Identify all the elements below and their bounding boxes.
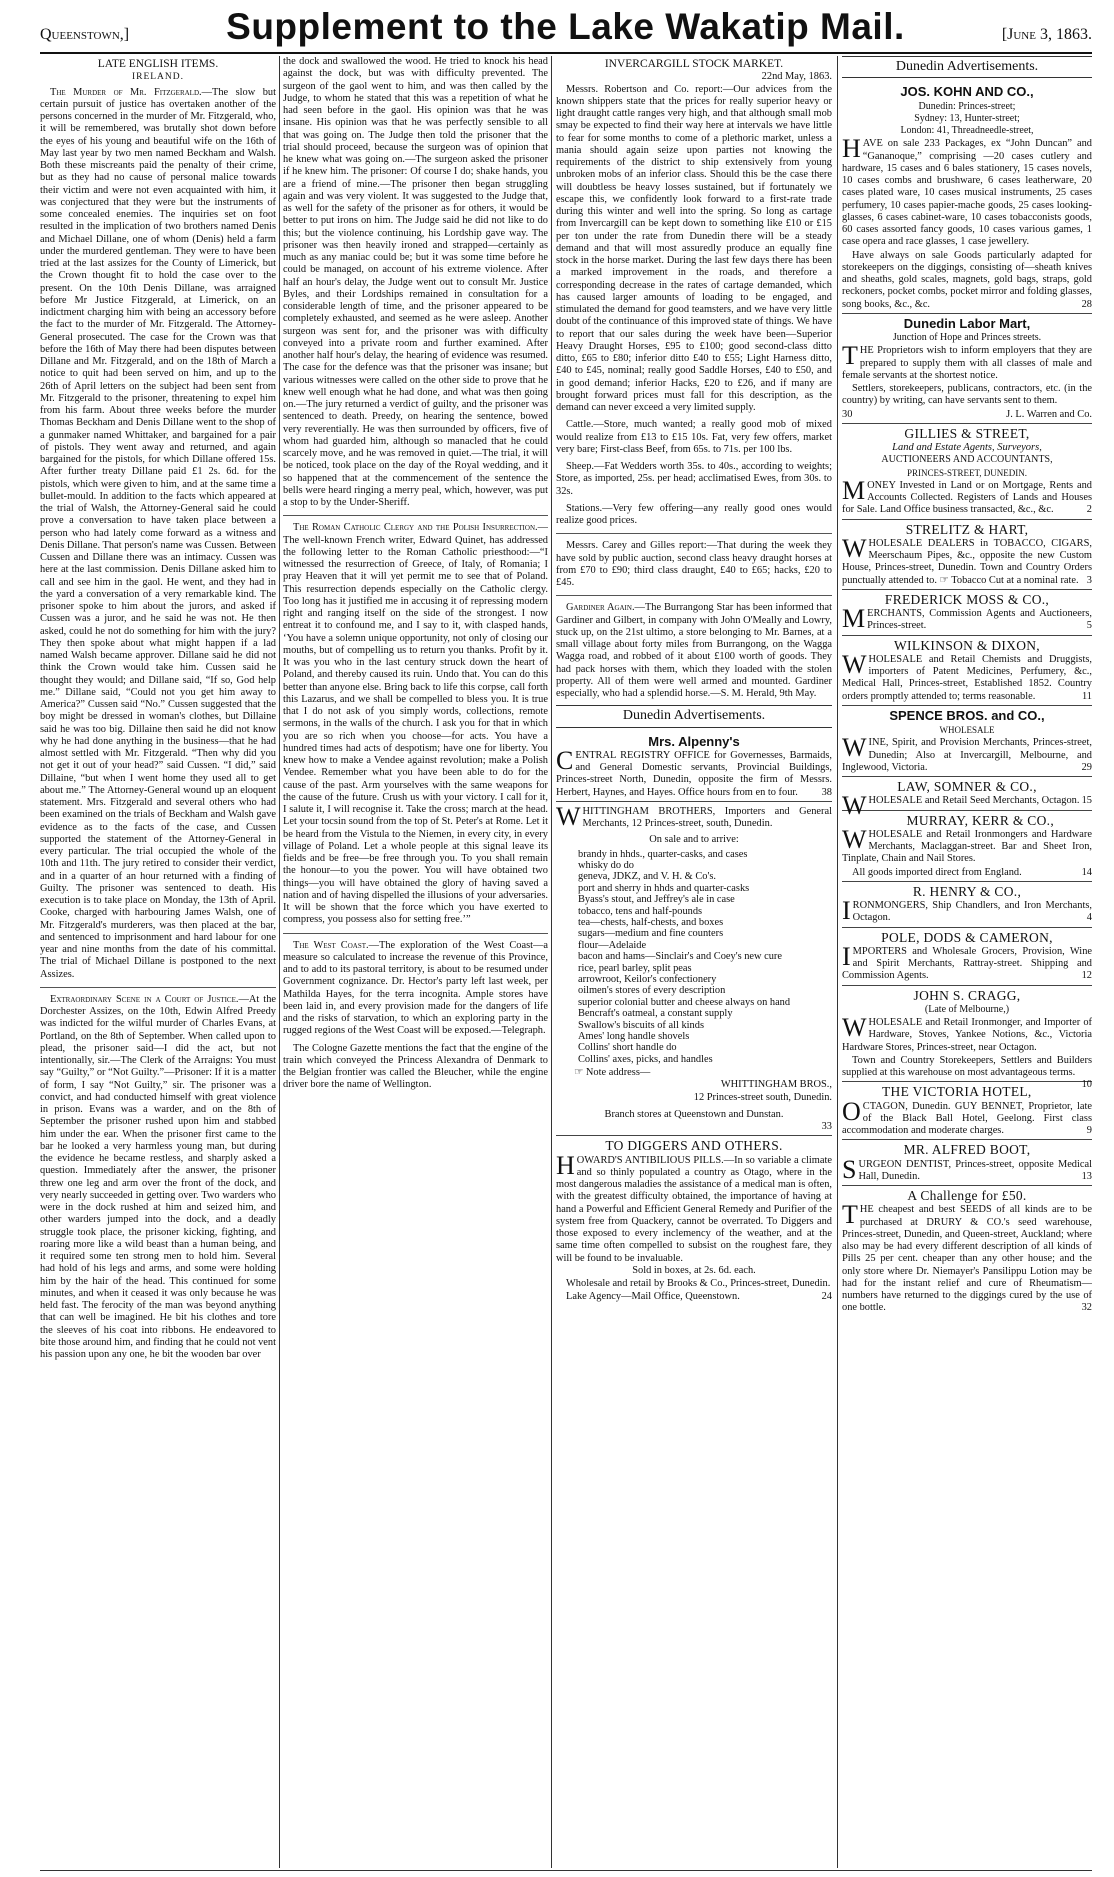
ad-text: URGEON DENTIST, Princes-street, opposite Medical Hall, Dunedin.: [858, 1158, 1092, 1182]
list-item: Ames' long handle shovels: [578, 1031, 690, 1042]
ad-address: Dunedin: Princes-street;: [918, 100, 1016, 112]
list-item: Byass's stout, and Jeffrey's ale in case: [578, 894, 735, 906]
ad-heading: LAW, SOMNER & CO.,: [897, 779, 1037, 794]
ad-whittingham: [556, 801, 832, 1136]
ad-sale-line: On sale and to arrive:: [649, 834, 739, 846]
column-1: [40, 56, 276, 1868]
ad-number: 10: [1081, 1079, 1092, 1091]
ad-address: 12 Princes-street south, Dunedin.: [693, 1091, 832, 1103]
ad-heading: GILLIES & STREET,: [904, 425, 1030, 441]
drop-cap: W: [842, 824, 867, 854]
ad-heading: TO DIGGERS AND OTHERS.: [605, 1138, 783, 1154]
list-item: brandy in hhds., quarter-casks, and cases: [578, 848, 748, 860]
ad-text: CTAGON, Dunedin. GUY BENNET, Proprietor, late of the Black Ball Hotel, Geelong. First class accommodation and moderate charges.: [842, 1100, 1092, 1136]
list-item: port and sherry in hhds and quarter-casks: [578, 882, 750, 894]
article-lead: The Murder of Mr. Fitzgerald.: [50, 86, 202, 98]
masthead-place: Queenstown,]: [40, 26, 130, 43]
ad-number: 3: [1086, 574, 1092, 586]
drop-cap: M: [842, 604, 866, 633]
ad-text: AVE on sale 233 Packages, ex “John Duncan” and “Gananoque,” comprising —20 cases cutlery and hardware, 15 cases and 6 bales stationery, 15 cases novels, 10 cases combs and brushware, 6 cases leatherware, 20 cases plated ware, 10 cases musical instruments, 25 cases perfumery, 10 cases papier-mache goods, 25 cases looking-glasses, 6 cases cabinet-ware, 10 cases tobacconists goods, 60 cases assorted fancy goods, 10 cases various games, 1 case opera and race glasses, 1 case jewellery.: [842, 138, 1092, 248]
ad-heading: THE VICTORIA HOTEL,: [882, 1084, 1032, 1100]
ad-heading: MR. ALFRED BOOT,: [903, 1142, 1031, 1158]
ad-boot-dentist: [842, 1139, 1092, 1185]
drop-cap: S: [842, 1154, 857, 1184]
ad-heading: STRELITZ & HART,: [905, 521, 1029, 537]
ad-subheading: AUCTIONEERS AND ACCOUNTANTS,: [881, 454, 1053, 466]
bottom-rule: [40, 1870, 1092, 1871]
ad-kohn: [842, 82, 1092, 313]
ad-number: 15: [1081, 795, 1092, 807]
ad-agency: Lake Agency—Mail Office, Queenstown.: [566, 1291, 740, 1303]
ad-howards-pills: [556, 1135, 832, 1305]
ad-number: 33: [821, 1121, 832, 1133]
column-4: [842, 56, 1092, 1868]
list-item: arrowroot, Keilor's confectionery: [578, 973, 717, 985]
list-item: superior colonial butter and cheese always on hand: [578, 996, 791, 1008]
column-3: [556, 56, 832, 1868]
masthead-date: [June 3, 1863.: [1001, 26, 1092, 43]
article-text: —The slow but certain pursuit of justice has overtaken another of the persons concerned in the murder of Mr. Fitzgerald, who, it will be remembered, was brutally shot down before the eyes of his young and beautiful wife on the 16th of May last year by two men named Beckham and Walsh. Both these miscreants paid the penalty of their crime, but as they had no cause of personal malice towards their victim and were not even acquainted with him, it was conjectured that they were but the instruments of some concealed enemies. The inquiries set on foot resulted in the implication of two brothers named Denis and Michael Dillane, one of whom (Denis) held a farm under the murdered gentleman. They were to have been tried at the last assizes for the County of Limerick, but the Crown thought fit to hold the case over to the present. On the 10th Denis Dillane, was arraigned before Mr Justice Fitzgerald, at Limerick, on an indictment charging him with being an accessory before the fact to the murder of Mr. Fitzgerald. The Attorney-General prosecuted. The case for the Crown was that before the 16th of May there had been disputes between Dillane and Mr. Fitzgerald, and on the 18th of March a notice to quit had been served on him, and up to the 26th of April letters on the subject had been sent from Mr. Fitzgerald to the prisoner, threatening to expel him from his farm. About three weeks before the murder Thomas Beckham and Denis Dillane went to the shop of a gunmaker named Whittaker, and bargained for a pair of pistols. They went away and returned, and again bargained for the pistols, for which Dillane offered 15s. After further treaty Dillane paid £1 2s. 6d. for the pistols, which were given to him, and at the same time a bullet-mould. In addition to the facts which appeared at the trial of Walsh, the Attorney-General said he could prove a conversation to have taken place between a person who had lately come forward as a witness and Denis Dillane. That person's name was Cussen. Between Cussen and Dillane there was an intimacy. Cussen was here at the last commission. Denis Dillane asked him to call and see him in the gaol. He went, and they had in the yard a conversation of a very remarkable kind. The prisoner spoke to him about the jurors, and asked if Cussen was a juror, and he said he was not. He then asked, could he not do something for him with the jury? They then spoke about what might happen if a lad named Walsh became approver. Dillane said he did not think the Crown would take him. Cussen said he thought they would; and Dillane said, “If so, God help me.” Dillane said, “Could not you get him away to America?” Cussen said “No.” Cussen suggested that the boy might be dressed in woman's clothes, but Dillaine said he was too big. Dillaine then said he did not know why he had done anything in the business—that he had almost settled with Mr. Fitzgerald. “Then why did you not get it out of your head?” said Cussen. “I did,” said Dillaine, “but when I went home they used all to get about me.” The Attorney-General wound up an eloquent statement. Mrs. Fitzgerald and several others who had been examined on the trials of Beckham and Walsh gave evidence as to the facts of the case, and Cussen supported the statement of the Attorney-General in every particular. The trial occupied the whole of the 10th and 11th. The jury retired to consider their verdict, and in a quarter of an hour returned with a finding of Guilty. The prisoner was sentenced to death. His execution is to take place on Monday, the 13th of April. Cooke, charged with harbouring James Walsh, one of Mr. Fitzgerald's murderers, was then placed at the bar, and sentenced to imprisonment and hard labour for one year and nine months from the date of his committal. The trial of Michael Dillane is postponed to the next Assizes.: [40, 86, 276, 980]
ad-heading: POLE, DODS & CAMERON,: [881, 929, 1053, 945]
article-text: —The Burrangong Star has been informed that Gardiner and Gilbert, in company with John O'Meally and Lowry, stuck up, on the 21st ultimo, a store belonging to Mr. Barnes, at a small village about forty miles from Burrangong, on the Wagga Wagga road, and robbed of it about £100 worth of goods. They had pack horses with them, which they loaded with the stolen property. All of them were well armed and mounted. Gardiner especially, who had a splendid horse.—S. M. Herald, 9th May.: [556, 602, 832, 699]
list-item: flour—Adelaide: [578, 939, 647, 951]
list-item: tobacco, tens and half-pounds: [578, 905, 703, 917]
article-fitzgerald: [40, 87, 276, 981]
section-heading: LATE ENGLISH ITEMS.: [97, 58, 219, 70]
ad-text: Town and Country Storekeepers, Settlers and Builders supplied at this warehouse on most advantageous terms.: [842, 1054, 1092, 1078]
market-report: Messrs. Robertson and Co. report:—Our advices from the known shippers state that the prices for really superior heavy or light draught cattle ranges very high, and that although small mob smay be expected to find their way here at intervals we have little to fear for some months to come of a plethoric market, unless a mania should again seize upon parties not knowing the requirements of the district to ship extensively from young unbroken mobs of an inferior class. Should this be the case there will doubtless be heavy losses sustained, but if fortunately we escape this, we confidently look forward to a first-rate trade during this winter and well into the spring. So long as cartage from Invercargill can be kept down to something like £10 or £15 per ton under the rate from Dunedin there will be a steady demand and that will most assuredly produce an equally fine stock in the horse market. During the last few days there has been a marked improvement in the roads, and therefore a corresponding decrease in the rates of cartage demanded, which has caused larger amounts of loading to be engaged, and stimulated the demand for good teamsters, and we have very little doubt of the continuance of this improved state of things. We have to report that our sales during the week have been—Superior Heavy Draught Horses, £95 to £100; good second-class ditto ditto, £65 to £80; inferior ditto £40 to £55; Light Harness ditto, £40 to £45, nominal; really good Saddle Horses, £40 to £50, and in good demand; inferior Hacks, £20 to £26, and if many are brought forward prices must fall for this description, as the demand can never exceed a very limited supply.: [556, 83, 832, 413]
article-lead: The Roman Catholic Clergy and the Polish Insurrection.: [293, 522, 538, 534]
ad-address: Sydney: 13, Hunter-street;: [914, 112, 1020, 124]
ad-note: ☞ Note address—: [574, 1067, 651, 1079]
article-west-coast: [283, 940, 548, 1038]
divider: [556, 533, 832, 534]
drop-cap: T: [842, 1200, 858, 1230]
ad-branch: Branch stores at Queenstown and Dunstan.: [604, 1108, 784, 1120]
ad-text: ENTRAL REGISTRY OFFICE for Governesses, Barmaids, and General Domestic servants, Provincial Buildings, Princes-street North, Dunedin, opposite the firm of Messrs. Herbert, Haynes, and Hayes. Office hours from en to four.: [556, 749, 832, 798]
ad-price: Sold in boxes, at 2s. 6d. each.: [632, 1264, 756, 1276]
ad-number: 2: [1086, 504, 1092, 516]
column-rule: [279, 56, 280, 1868]
list-item: Swallow's biscuits of all kinds: [578, 1019, 704, 1031]
ad-subheading: WHOLESALE: [939, 725, 995, 735]
ad-address: Junction of Hope and Princes streets.: [892, 332, 1042, 343]
ad-heading: SPENCE BROS. and CO.,: [889, 707, 1045, 723]
list-item: Collins' axes, picks, and handles: [578, 1053, 713, 1065]
list-item: tea—chests, half-chests, and boxes: [578, 916, 724, 928]
list-item: sugars—medium and fine counters: [578, 928, 724, 940]
ad-text: All goods imported direct from England.: [852, 866, 1022, 878]
ad-pole-dods: [842, 927, 1092, 985]
article-cologne: The Cologne Gazette mentions the fact that the engine of the train which conveyed the Princess Alexandra of Denmark to the Belgian frontier was called the Bleucher, while the engine driver bore the name of Wellington.: [283, 1042, 548, 1091]
ad-subheading: Land and Estate Agents, Surveyors,: [892, 442, 1042, 453]
list-item: rice, pearl barley, split peas: [578, 962, 692, 974]
market-stations: Stations.—Very few offering—any really good ones would realize good prices.: [556, 502, 832, 526]
market-sheep: Sheep.—Fat Wedders worth 35s. to 40s., according to weights; Store, as imported, 25s. per head; acclimatised Ewes, from 30s. to 32s.: [556, 461, 832, 497]
ad-spence: [842, 705, 1092, 776]
ad-number: 32: [1081, 1302, 1092, 1314]
ad-number: 11: [1081, 690, 1092, 702]
ad-text: HE Proprietors wish to inform employers that they are prepared to supply them with all classes of male and female servants at the shortest notice.: [842, 345, 1092, 381]
ad-number: 38: [821, 786, 832, 798]
ad-address: PRINCES-STREET, DUNEDIN.: [906, 467, 1028, 478]
ad-number: 30: [842, 408, 853, 420]
ad-number: 28: [1081, 298, 1092, 310]
ad-number: 13: [1081, 1170, 1092, 1182]
ad-heading: Mrs. Alpenny's: [648, 733, 740, 749]
ad-number: 5: [1086, 620, 1092, 632]
ad-text: HOLESALE and Retail Seed Merchants, Octagon.: [868, 795, 1080, 807]
divider: [283, 933, 548, 934]
ad-text: HOLESALE and Retail Ironmonger, and Importer of Hardware, Stoves, Yankee Notions, &c., Victoria Hardware Stores, Princes-street, near Octagon.: [842, 1017, 1092, 1053]
ad-number: 29: [1081, 761, 1092, 773]
list-item: Collins' short handle do: [578, 1042, 677, 1054]
carey-report: Messrs. Carey and Gilles report:—That during the week they have sold by public auction, second class heavy draught horses at from £70 to £90; third class draught, £40 to £65; hacks, £20 to £45.: [556, 540, 832, 588]
drop-cap: W: [556, 801, 581, 831]
ad-heading: MURRAY, KERR & CO.,: [906, 812, 1055, 828]
divider: [283, 515, 548, 516]
ad-heading: A Challenge for £50.: [907, 1188, 1027, 1203]
ad-heading: JOS. KOHN AND CO.,: [900, 84, 1034, 100]
list-item: whisky do do: [578, 859, 634, 871]
column-rule: [837, 56, 838, 1868]
list-item: bacon and hams—Sinclair's and Coey's new cure: [578, 951, 782, 963]
ad-heading: Dunedin Labor Mart,: [903, 315, 1031, 331]
ad-text: INE, Spirit, and Provision Merchants, Princes-street, Dunedin; Also at Invercargill, Melbourne, and Inglewood, Victoria.: [842, 737, 1092, 773]
ad-henry: [842, 881, 1092, 927]
drop-cap: W: [842, 649, 867, 679]
list-item: geneva, JDKZ, and V. H. & Co's.: [578, 871, 716, 883]
newspaper-title: Supplement to the Lake Wakatip Mail.: [226, 6, 905, 47]
list-item: oilmen's stores of every description: [578, 985, 726, 997]
ad-number: 24: [821, 1291, 832, 1303]
ad-signature: J. L. Warren and Co.: [1006, 408, 1092, 420]
ad-moss: [842, 589, 1092, 635]
ad-text: HOLESALE DEALERS in TOBACCO, CIGARS, Meerschaum Pipes, &c., opposite the new Custom House, Princes-street, Dunedin. Town and Country Orders punctually attended to. ☞ Tobacco Cut at a nominal rate.: [842, 537, 1092, 586]
drop-cap: H: [556, 1150, 575, 1180]
article-text: —The well-known French writer, Edward Quinet, has addressed the following letter to the Roman Catholic priesthood:—“I witnessed the resurrection of Greece, of Italy, of Romania; I pray Heaven that it will yet permit me to see that of Poland. This resurrection depends especially on the Catholic clergy. Too long has it justified me in accusing it of repressing modern right and ranging itself on the side of the strongest. I now entreat it to confound me, and I say to it, with clasped hands, ‘You have a solemn unique opportunity, not only of closing our mouths, but of compelling us to return you thanks. Profit by it. It was you who in the last century struck down the heart of Poland, and thereby caused its ruin. Undo that. You can do this better than anyone else. Bring back to life this corpse, call forth this Lazarus, and we shall be compelled to bless you. It is true that I do not ask of you simply words, collections, remote sermons, in the walls of the church. I ask you for that in which you are so rich when you choose—for acts. You have a hundred times had acts of despotism; have one for liberty. You knew how to make a Vendee against revolution; make a Polish Vendee. Remember what you have been able to do for the cause of the past. Arm yourselves with the same weapons for the cause of the future. Crush us with your victory. I call for it, I salute it, I will recognise it. Take the cross; march at the head. Let your tocsin sound from the top of St. Peter's at Rome. Let it be heard from the Vistula to the Niemen, in every city, in every village of Poland. Let a whole people at this signal leave its fields and be free—be free through you. To you shall remain the honour—to you the power. You will have obtained two things—you will have obtained the glory of having saved a nation and of having dispelled the illusions of your adversaries. It will be shown that the force which you have exerted to compress, you possess also for setting free.’”: [283, 522, 548, 926]
ad-number: 14: [1081, 866, 1092, 878]
ad-number: 12: [1081, 970, 1092, 982]
ad-wilkinson: [842, 635, 1092, 705]
list-item: Bencraft's oatmeal, a constant supply: [578, 1008, 733, 1020]
ad-labor-mart: [842, 313, 1092, 423]
ad-heading: FREDERICK MOSS & CO.,: [884, 591, 1050, 607]
ad-text: HE cheapest and best SEEDS of all kinds are to be purchased at DRURY & CO.'s seed warehouse, Princes-street, Dunedin, and Queen-street, Auckland; where also may be had every different description of all kinds of Pills 25 per cent. cheaper than any other house; and the only store where Dr. Niemayer's Pansilippu Lotion may be had for the instant relief and cure of Rheumatism—numbers have returned to the diggings cured by the use of one bottle.: [842, 1204, 1092, 1314]
ad-cragg: [842, 985, 1092, 1091]
divider: [556, 595, 832, 596]
ad-text: OWARD'S ANTIBILIOUS PILLS.—In so variable a climate and so thinly populated a country as Otago, where in the most dangerous maladies the assistance of a medical man is often, with the greatest difficulty obtained, the importance of having at hand a Powerful and Efficient General Remedy and Purifier of the system free from Quackery, cannot be overrated. To Diggers and those exposed to every inclemency of the weather, and at the same time often compelled to subsist on the roughest fare, they will be found to be invaluable.: [556, 1154, 832, 1264]
ad-text: HOLESALE and Retail Ironmongers and Hardware Merchants, Maclaggan-street. Bar and Sheet Iron, Tinplate, Chain and Nail Stores.: [842, 828, 1092, 865]
article-lead: Extraordinary Scene in a Court of Justice.: [50, 993, 239, 1005]
ad-text: ERCHANTS, Commission Agents and Auctioneers, Princes-street.: [867, 608, 1092, 632]
section-subheading: IRELAND.: [131, 72, 185, 83]
ad-address: London: 41, Threadneedle-street,: [900, 125, 1034, 136]
ad-text: Settlers, storekeepers, publicans, contractors, etc. (in the country) by writing, can have servants sent to them.: [842, 383, 1092, 407]
market-date: 22nd May, 1863.: [761, 71, 832, 83]
ad-text: Have always on sale Goods particularly adapted for storekeepers on the diggings, consisting of—sheath knives and sheaths, gold scales, magnets, gold bags, straps, gold reckoners, pocket combs, pocket mirror and folding glasses, song books, &c., &c.: [842, 249, 1092, 310]
ad-number: 9: [1086, 1125, 1092, 1136]
article-continued: the dock and swallowed the wood. He tried to knock his head against the dock, but was with difficulty prevented. The surgeon of the gaol went to him, and was then called by the Judge, to whom he stated that this was a repetition of what he had seen before in the gaol. His opinion was that he was insane. His opinion was that he was perfectly sensible to all that was going on. The Judge then told the prisoner that the trial should proceed, because the surgeon was of opinion that he knew what was going on.—The surgeon asked the prisoner if he knew him. The prisoner: Of course I do; shake hands, you are a friend of mine.—The prisoner then began struggling again and was very violent. It was suggested to the Judge that, as well for the safety of the prisoner as for others, it would be better to put irons on him. The Judge said he did not like to do this; but the violence continuing, his Lordship gave way. The prisoner was then heavily ironed and strapped—certainly as much as any maniac could be; but it was some time before he could be managed, on account of his extreme violence. After half an hour's delay, the Judge went out to consult Mr. Justice Byles, and their Lordships remained in consultation for a considerable length of time, and the prisoner appeared to be completely exhausted, and seemed as he were asleep. Another surgeon was sent for, and the prisoner was with difficulty conveyed into a private room and further examined. After another half hour's delay, the hearing of evidence was resumed. The case for the defence was that the prisoner was insane; but various witnesses were called on the other side to prove that he knew well enough what he had done, and what was then going on.—The jury returned a verdict of guilty, and the prisoner was sentenced to death. Preedy, on hearing the sentence, bowed very reverentially. He was then surrounded by officers, five of whom had guarded him, although so manacled that he could scarcely move, and he was removed in quiet.—The trial, it will be noticed, took place on the day of the Royal wedding, and it so happened that at the commencement of the sentence the bells were heard ringing a merry peal, which, however, was put a stop to by the Under-Sheriff.: [283, 56, 548, 508]
drop-cap: T: [842, 341, 858, 371]
drop-cap: W: [842, 791, 867, 821]
drop-cap: I: [842, 896, 851, 925]
ads-section-title: Dunedin Advertisements.: [556, 705, 832, 727]
ad-retail: Wholesale and retail by Brooks & Co., Princes-street, Dunedin.: [566, 1278, 831, 1290]
ad-murray-kerr: [842, 810, 1092, 881]
ad-text: HOLESALE and Retail Chemists and Druggists, importers of Patent Medicines, Perfumery, &c., Medical Hall, Princes-street, Established 1852. Country orders promptly attended to; terms reasonable.: [842, 653, 1092, 702]
drop-cap: H: [842, 134, 861, 164]
ad-text: RONMONGERS, Ship Chandlers, and Iron Merchants, Octagon.: [852, 900, 1092, 924]
ad-text: MPORTERS and Wholesale Grocers, Provision, Wine and Spirit Merchants, Rattray-street. Shipping and Commission Agents.: [842, 945, 1092, 982]
ad-challenge: [842, 1185, 1092, 1317]
drop-cap: W: [842, 1013, 867, 1042]
market-cattle: Cattle.—Store, much wanted; a really good mob of mixed would realize from £13 to £15 10s. Fat, very few offers, market very bare; First-class Beef, from 65s. to 71s. per 100 lbs.: [556, 419, 832, 455]
ad-text: HITTINGHAM BROTHERS, Importers and General Merchants, 12 Princes-street, south, Dunedin.: [582, 805, 832, 829]
ad-victoria-hotel: [842, 1081, 1092, 1139]
market-heading: INVERCARGILL STOCK MARKET.: [604, 58, 784, 70]
masthead: [40, 8, 1092, 54]
column-2: [283, 56, 548, 1868]
drop-cap: C: [556, 745, 574, 775]
drop-cap: O: [842, 1096, 861, 1126]
ads-section-title: Dunedin Advertisements.: [842, 56, 1092, 78]
ad-alpenny: [556, 732, 832, 801]
product-list: [578, 849, 832, 1066]
article-text: —At the Dorchester Assizes, on the 10th, Edwin Alfred Preedy was indicted for the wilful murder of Charles Evans, at Portland, on the 8th of September. When called upon to plead, the prisoner said—I did the act, but not intentionally, sir.—The Clerk of the Arraigns: You must say “Guilty,” or “Not Guilty.”—Prisoner: If it is a matter of form, I say “Not Guilty,” sir. The prisoner was a convict, and had conducted himself with great violence in prison. Evans was a warder, and on the 8th of September the prisoner rushed upon him and stabbed him under the ear. When the prisoner first came to the bar he looked a very harmless young man, but during the evidence he became restless, and sharply asked a question. Immediately after the answer, the prisoner threw one leg and arm over the front of the dock, and very nearly succeeded in getting over. Two warders who were in the dock rushed at him and seized him, and other warders jumped into the dock, and a deadly struggle took place, the prisoner kicking, fighting, and roaring more like a wild beast than a human being, and it required some ten strong men to hold him. Several had hold of his legs and arms, and some were holding him by the hair of the head. This continued for some minutes, and when it ceased it was only because he was held fast. The ferocity of the man was beyond anything that can well be imagined. He bit his clothes and tore the sleeves of his coat into ribbons. He endeavored to bite those around him, and finding that he could not vent his passion upon any one, he bit the wooden bar over: [40, 993, 276, 1360]
drop-cap: W: [842, 533, 867, 563]
drop-cap: I: [842, 941, 851, 971]
ad-subheading: (Late of Melbourne,): [924, 1003, 1010, 1015]
divider: [40, 987, 276, 988]
ad-signature: WHITTINGHAM BROS.,: [720, 1079, 832, 1091]
article-lead: Gardiner Again.: [566, 602, 635, 614]
drop-cap: M: [842, 475, 866, 505]
ad-heading: WILKINSON & DIXON,: [893, 637, 1040, 653]
article-clergy: [283, 522, 548, 926]
article-text: —The exploration of the West Coast—a measure so calculated to increase the revenue of this Province, and to add to its pastoral territory, is about to be resumed under Government cognizance. Dr. Hector's party left last week, per Mathilda Hayes, for the terra incognita. Ample stores have been laid in, and every provision made for the dangers of life and the risks of starvation, to which an exploring party in the rugged regions of the West Coast will be exposed.—Telegraph.: [283, 939, 548, 1037]
ad-gillies: [842, 423, 1092, 519]
drop-cap: W: [842, 733, 867, 763]
ad-heading: R. HENRY & CO.,: [912, 883, 1022, 899]
ad-strelitz: [842, 519, 1092, 589]
column-rule: [551, 56, 552, 1868]
article-lead: The West Coast.: [293, 939, 369, 951]
article-gardiner: [556, 602, 832, 700]
article-court-scene: [40, 994, 276, 1362]
ad-number: 4: [1086, 912, 1092, 924]
ad-heading: JOHN S. CRAGG,: [913, 987, 1021, 1003]
ad-text: ONEY Invested in Land or on Mortgage, Rents and Accounts Collected. Registers of Lands and Houses for Sale. Land Office business transacted, &c., &c.: [842, 479, 1092, 516]
